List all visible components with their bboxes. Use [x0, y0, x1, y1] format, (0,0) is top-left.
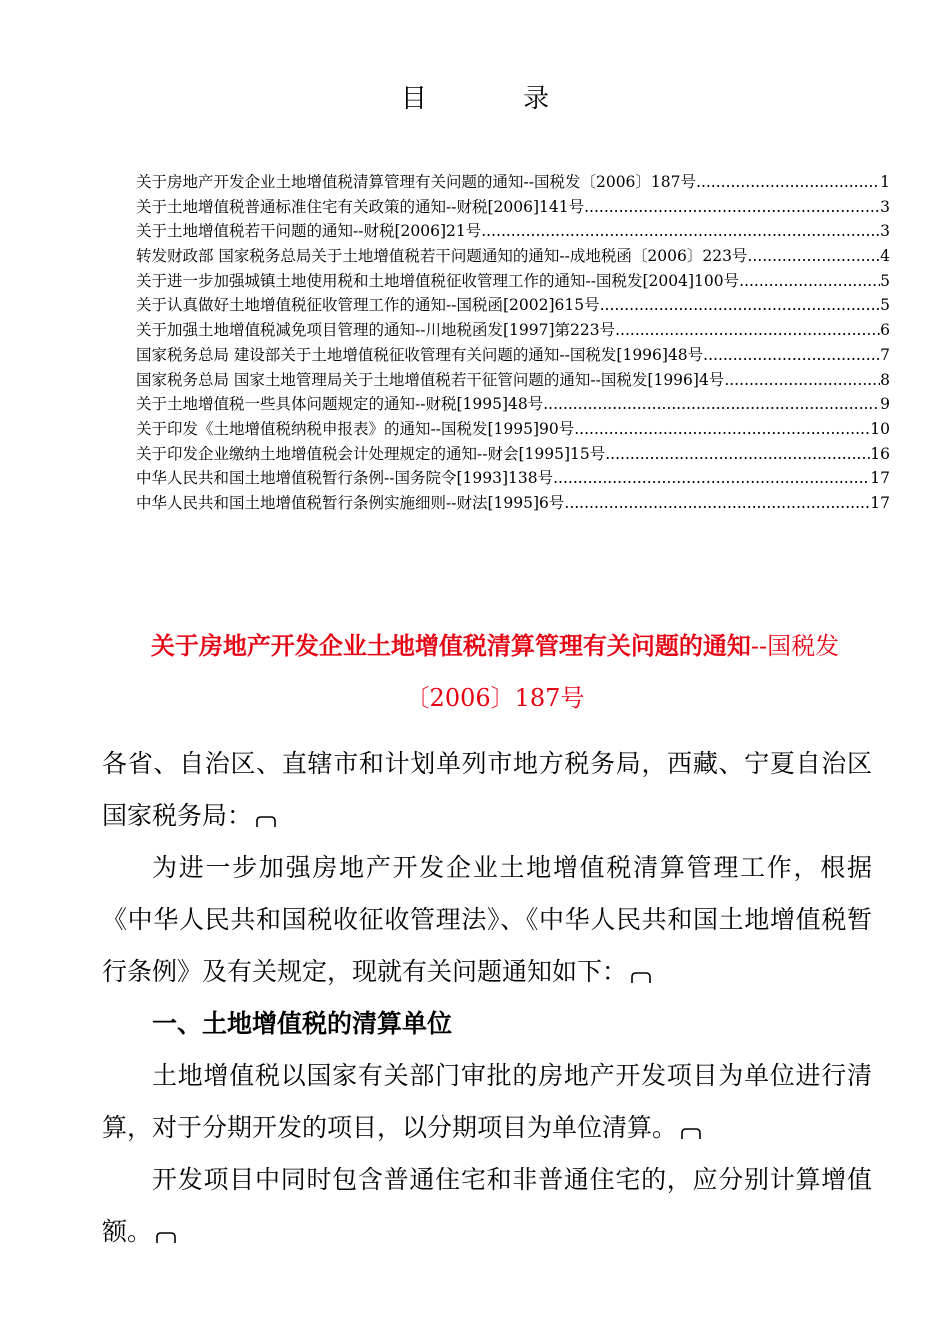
toc-page-number: 17	[870, 469, 890, 488]
toc-entry[interactable]	[136, 343, 890, 368]
toc-leader-dots	[543, 395, 880, 413]
toc-entry[interactable]	[136, 466, 890, 491]
toc-page-number: 8	[880, 370, 890, 389]
toc-entry-text: 关于印发企业缴纳土地增值税会计处理规定的通知--财会[1995]15号	[136, 444, 606, 463]
article-title: 关于房地产开发企业土地增值税清算管理有关问题的通知	[150, 631, 751, 660]
paragraph-mark-icon	[631, 972, 651, 984]
toc-entry[interactable]	[136, 442, 890, 467]
toc-entry-text: 国家税务总局 建设部关于土地增值税征收管理有关问题的通知--国税发[1996]48号	[136, 345, 704, 364]
toc-page-number: 5	[880, 271, 890, 290]
toc-entry-text: 关于土地增值税普通标准住宅有关政策的通知--财税[2006]141号	[136, 197, 585, 216]
toc-page-number: 17	[870, 493, 890, 512]
toc-page-number: 1	[880, 173, 890, 191]
toc-page-number: 3	[880, 222, 890, 241]
toc-page-number: 3	[880, 197, 890, 216]
toc-entry-text: 转发财政部 国家税务总局关于土地增值税若干问题通知的通知--成地税函〔2006〕223号	[136, 247, 748, 266]
toc-leader-dots	[747, 247, 880, 265]
toc-entry[interactable]	[136, 368, 890, 393]
toc-page-number: 16	[870, 444, 890, 463]
toc-leader-dots	[600, 296, 881, 314]
toc-leader-dots	[574, 420, 870, 438]
paragraph-mark-icon	[156, 1232, 176, 1244]
section-paragraph	[102, 1154, 872, 1258]
section-paragraph	[102, 1050, 872, 1154]
toc-entry[interactable]	[136, 392, 890, 417]
toc-page-number: 10	[870, 419, 890, 438]
paragraph-mark-icon	[681, 1128, 701, 1140]
toc-entry[interactable]	[136, 244, 890, 269]
toc-entry[interactable]	[136, 195, 890, 220]
toc-leader-dots	[605, 445, 870, 463]
salutation-text: 各省、自治区、直辖市和计划单列市地方税务局，西藏、宁夏自治区国家税务局：	[102, 749, 872, 830]
article-doc-number-prefix: --国税发	[750, 632, 840, 660]
intro-paragraph	[102, 842, 872, 998]
toc-entry[interactable]	[136, 417, 890, 442]
toc-page-number: 5	[880, 296, 890, 315]
toc-entry-text: 关于房地产开发企业土地增值税清算管理有关问题的通知--国税发〔2006〕187号	[136, 173, 697, 191]
paragraph-mark-icon	[256, 816, 276, 828]
toc-leader-dots	[703, 346, 880, 364]
toc-entry-text: 关于认真做好土地增值税征收管理工作的通知--国税函[2002]615号	[136, 296, 600, 315]
toc-entry-text: 关于土地增值税一些具体问题规定的通知--财税[1995]48号	[136, 395, 544, 414]
toc-leader-dots	[696, 173, 880, 191]
toc-title: 目 录	[400, 84, 594, 114]
toc-leader-dots	[564, 494, 870, 512]
toc-entry[interactable]	[136, 293, 890, 318]
toc-entry[interactable]	[136, 219, 890, 244]
salutation-paragraph	[102, 738, 872, 842]
toc-entry[interactable]	[136, 491, 890, 516]
section-paragraph-text: 开发项目中同时包含普通住宅和非普通住宅的，应分别计算增值额。	[102, 1165, 872, 1246]
toc-entry[interactable]	[136, 170, 890, 195]
article-heading-line-1	[100, 620, 890, 672]
toc-entry-text: 关于加强土地增值税减免项目管理的通知--川地税函发[1997]第223号	[136, 321, 616, 340]
intro-text: 为进一步加强房地产开发企业土地增值税清算管理工作，根据《中华人民共和国税收征收管理法》、《中华人民共和国土地增值税暂行条例》及有关规定，现就有关问题通知如下：	[102, 853, 872, 986]
toc-entry-text: 关于进一步加强城镇土地使用税和土地增值税征收管理工作的通知--国税发[2004]100号	[136, 271, 740, 290]
section-heading: 一、土地增值税的清算单位	[152, 1009, 453, 1038]
toc-leader-dots	[481, 222, 880, 240]
table-of-contents	[136, 170, 890, 516]
toc-page-number: 7	[880, 345, 890, 364]
toc-leader-dots	[615, 321, 880, 339]
toc-entry-text: 中华人民共和国土地增值税暂行条例--国务院令[1993]138号	[136, 469, 554, 488]
toc-entry-text: 关于土地增值税若干问题的通知--财税[2006]21号	[136, 222, 482, 241]
toc-leader-dots	[584, 198, 880, 216]
article-heading	[100, 620, 890, 724]
toc-entry[interactable]	[136, 318, 890, 343]
article-doc-number: 〔2006〕187号	[405, 684, 585, 712]
toc-entry-text: 关于印发《土地增值税纳税申报表》的通知--国税发[1995]90号	[136, 419, 575, 438]
toc-entry[interactable]	[136, 269, 890, 294]
toc-page-number: 4	[880, 247, 890, 266]
toc-page-number: 9	[880, 395, 890, 414]
article-body	[102, 738, 872, 1258]
toc-leader-dots	[553, 469, 870, 487]
toc-page-number: 6	[880, 321, 890, 340]
toc-leader-dots	[739, 272, 880, 290]
section-paragraph-text: 土地增值税以国家有关部门审批的房地产开发项目为单位进行清算，对于分期开发的项目，以分期项目为单位清算。	[102, 1061, 872, 1142]
toc-entry-text: 国家税务总局 国家土地管理局关于土地增值税若干征管问题的通知--国税发[1996]4号	[136, 370, 725, 389]
toc-entry-text: 中华人民共和国土地增值税暂行条例实施细则--财法[1995]6号	[136, 493, 565, 512]
toc-leader-dots	[724, 371, 880, 389]
